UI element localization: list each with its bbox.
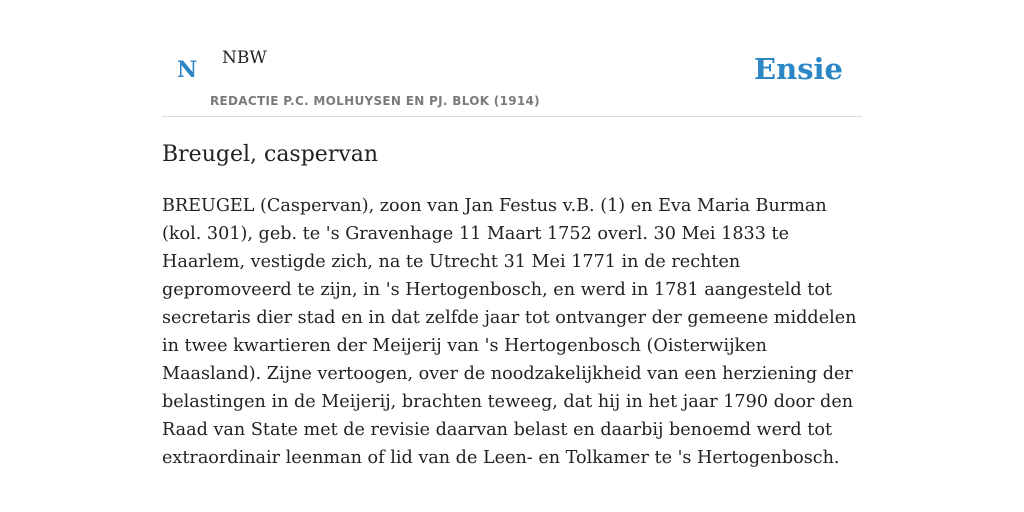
header [162, 0, 862, 117]
brand-logo-link[interactable]: Ensie [754, 52, 843, 86]
article-title: Breugel, caspervan [162, 142, 379, 167]
source-name: NBW [222, 48, 267, 68]
source-logo-link[interactable]: N [177, 57, 198, 83]
article-body: BREUGEL (Caspervan), zoon van Jan Festus v.B. (1) en Eva Maria Burman (kol. 301), geb. te 's Gravenhage 11 Maart 1752 overl. 30 Mei 1833 te Haarlem, vestigde zich, na te Utrecht 31 Mei 1771 in de rechten gepromoveerd te zijn, in 's Hertogenbosch, en werd in 1781 aangesteld tot secretaris dier stad en in dat zelfde jaar tot ontvanger der gemeene middelen in twee kwartieren der Meijerij van 's Hertogenbosch (Oisterwijken Maasland). Zijne vertoogen, over de noodzakelijkheid van een herziening der belastingen in de Meijerij, brachten teweeg, dat hij in het jaar 1790 door den Raad van State met de revisie daarvan belast en daarbij benoemd werd tot extraordinair leenman of lid van de Leen- en Tolkamer te 's Hertogenbosch. [162, 196, 857, 468]
source-editors: REDACTIE P.C. MOLHUYSEN EN PJ. BLOK (1914) [210, 94, 540, 108]
